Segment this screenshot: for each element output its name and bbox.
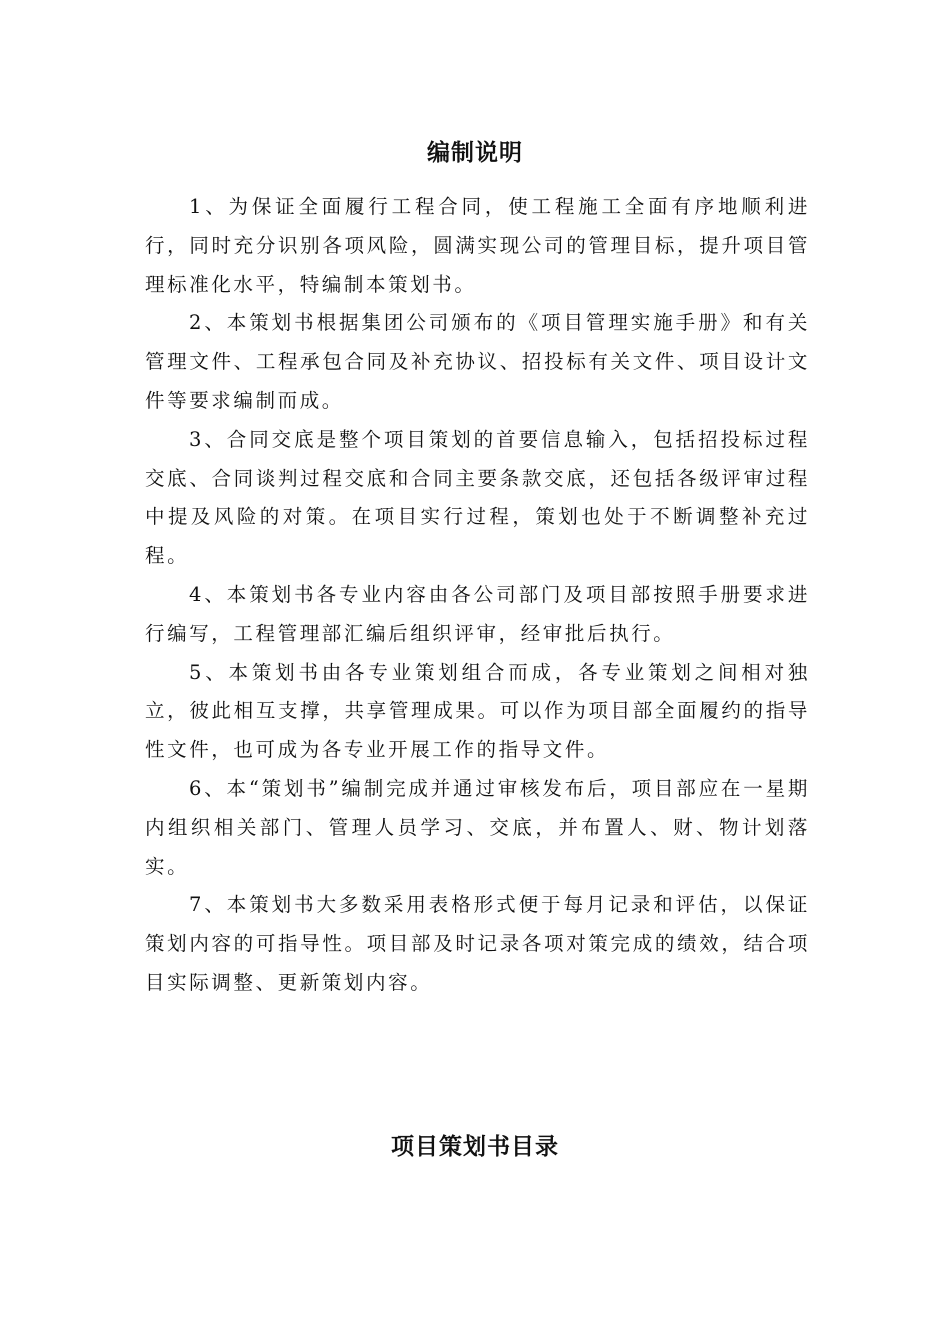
intro-paragraph-6: 6、本“策划书”编制完成并通过审核发布后，项目部应在一星期内组织相关部门、管理人员学习、交底，并布置人、财、物计划落实。 — [145, 776, 810, 878]
intro-paragraph-3: 3、合同交底是整个项目策划的首要信息输入，包括招投标过程交底、合同谈判过程交底和合同主要条款交底，还包括各级评审过程中提及风险的对策。在项目实行过程，策划也处于不断调整补充过程。 — [145, 427, 810, 568]
toc-title: 项目策划书目录 — [391, 1134, 559, 1160]
intro-paragraph-2: 2、本策划书根据集团公司颁布的《项目管理实施手册》和有关管理文件、工程承包合同及补充协议、招投标有关文件、项目设计文件等要求编制而成。 — [145, 311, 810, 412]
intro-title: 编制说明 — [427, 140, 523, 166]
intro-paragraph-7: 7、本策划书大多数采用表格形式便于每月记录和评估，以保证策划内容的可指导性。项目部及时记录各项对策完成的绩效，结合项目实际调整、更新策划内容。 — [145, 893, 810, 994]
intro-body — [145, 188, 810, 1003]
intro-paragraph-5: 5、本策划书由各专业策划组合而成，各专业策划之间相对独立，彼此相互支撑，共享管理成果。可以作为项目部全面履约的指导性文件，也可成为各专业开展工作的指导文件。 — [145, 660, 810, 762]
intro-paragraph-1: 1、为保证全面履行工程合同，使工程施工全面有序地顺利进行，同时充分识别各项风险，圆满实现公司的管理目标，提升项目管理标准化水平，特编制本策划书。 — [145, 195, 810, 296]
intro-paragraph-4: 4、本策划书各专业内容由各公司部门及项目部按照手册要求进行编写，工程管理部汇编后组织评审，经审批后执行。 — [145, 582, 810, 645]
